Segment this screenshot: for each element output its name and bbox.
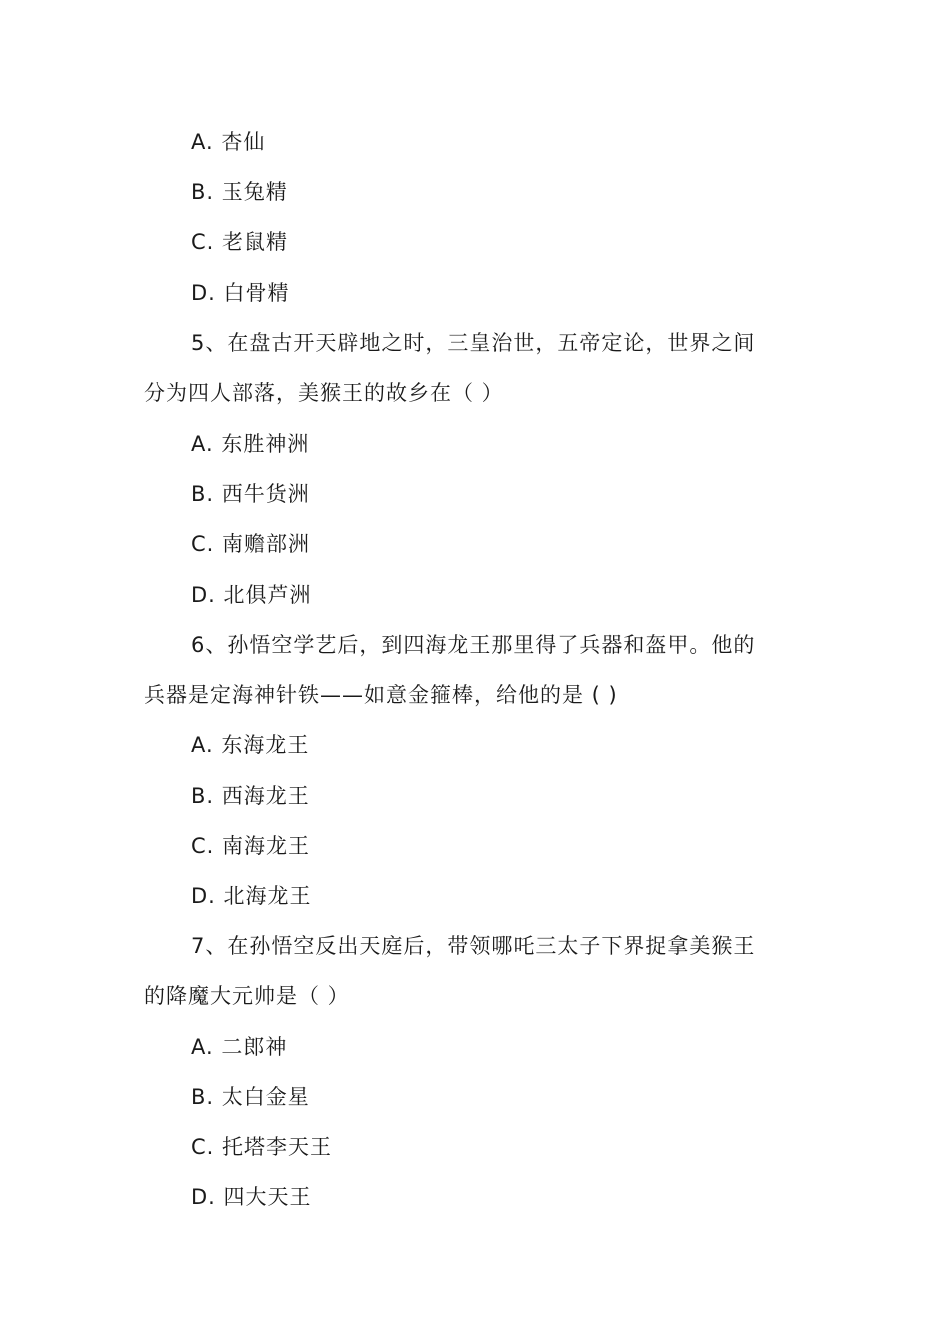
- q7-stem-line2: 的降魔大元帅是（ ）: [144, 984, 350, 1008]
- q4-option-d: D. 白骨精: [191, 281, 290, 305]
- q4-option-a: A. 杏仙: [191, 130, 266, 154]
- q4-option-b: B. 玉兔精: [191, 180, 288, 204]
- q7-option-d: D. 四大天王: [191, 1185, 312, 1209]
- q6-option-d: D. 北海龙王: [191, 884, 312, 908]
- q7-stem-line1: 7、在孙悟空反出天庭后，带领哪吒三太子下界捉拿美猴王: [191, 934, 756, 958]
- q7-option-c: C. 托塔李天王: [191, 1135, 333, 1159]
- q5-stem-line1: 5、在盘古开天辟地之时，三皇治世，五帝定论，世界之间: [191, 331, 756, 355]
- q6-option-a: A. 东海龙王: [191, 733, 310, 757]
- q6-option-b: B. 西海龙王: [191, 784, 310, 808]
- q7-option-a: A. 二郎神: [191, 1035, 288, 1059]
- q5-option-c: C. 南赡部洲: [191, 532, 311, 556]
- q5-stem-line2: 分为四人部落，美猴王的故乡在（ ）: [144, 381, 504, 405]
- q7-option-b: B. 太白金星: [191, 1085, 310, 1109]
- q5-option-b: B. 西牛货洲: [191, 482, 310, 506]
- q6-stem-line1: 6、孙悟空学艺后，到四海龙王那里得了兵器和盔甲。他的: [191, 633, 756, 657]
- q5-option-d: D. 北俱芦洲: [191, 583, 312, 607]
- q5-option-a: A. 东胜神洲: [191, 432, 310, 456]
- q6-stem-line2: 兵器是定海神针铁——如意金箍棒，给他的是 ( ): [144, 683, 618, 707]
- q6-option-c: C. 南海龙王: [191, 834, 311, 858]
- q4-option-c: C. 老鼠精: [191, 230, 289, 254]
